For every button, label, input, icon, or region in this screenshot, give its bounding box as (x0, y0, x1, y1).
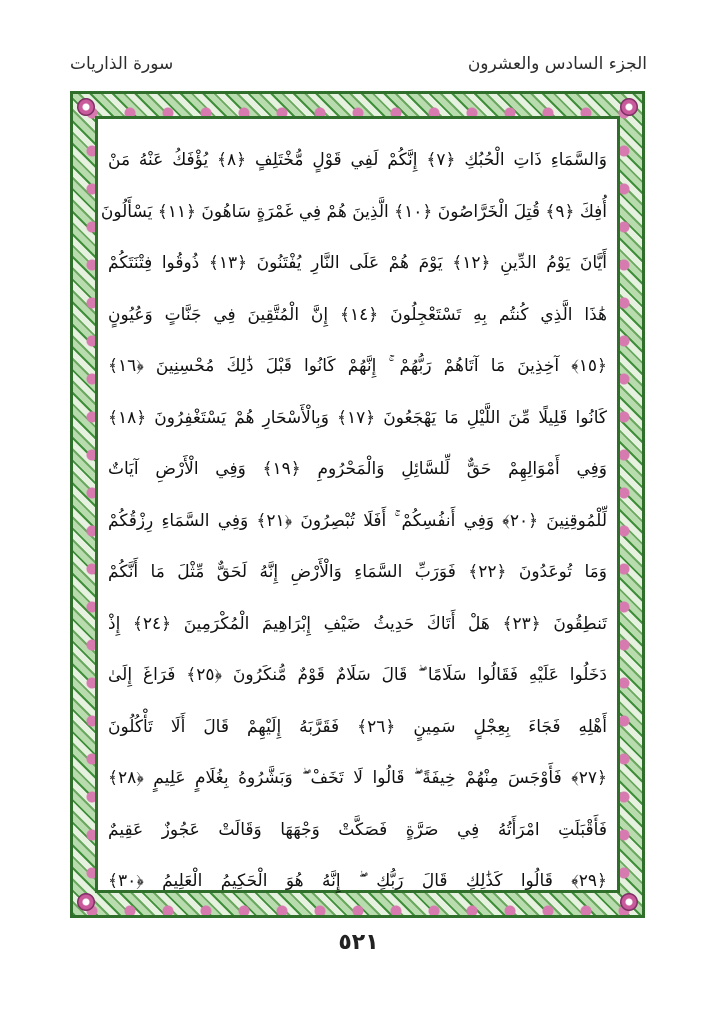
text-line: وَفِي أَمْوَالِهِمْ حَقٌّ لِّلسَّائِلِ وَالْمَحْرُومِ ﴿١٩﴾ وَفِي الْأَرْضِ آيَاتٌ (108, 459, 608, 479)
text-line: وَالسَّمَاءِ ذَاتِ الْحُبُكِ ﴿٧﴾ إِنَّكُمْ لَفِي قَوْلٍ مُّخْتَلِفٍ ﴿٨﴾ يُؤْفَكُ عَنْهُ مَنْ (108, 150, 607, 170)
text-panel (95, 116, 620, 893)
text-line: هَٰذَا الَّذِي كُنتُم بِهِ تَسْتَعْجِلُونَ ﴿١٤﴾ إِنَّ الْمُتَّقِينَ فِي جَنَّاتٍ وَعُيُونٍ (108, 304, 607, 325)
rosette-ornament (620, 893, 638, 911)
surah-title: سورة الذاريات (70, 54, 174, 74)
text-line: وَمَا تُوعَدُونَ ﴿٢٢﴾ فَوَرَبِّ السَّمَاءِ وَالْأَرْضِ إِنَّهُ لَحَقٌّ مِّثْلَ مَا أَنَّكُمْ (108, 562, 607, 582)
text-line: كَانُوا قَلِيلًا مِّنَ اللَّيْلِ مَا يَهْجَعُونَ ﴿١٧﴾ وَبِالْأَسْحَارِ هُمْ يَسْتَغْفِرُونَ ﴿١٨﴾ (108, 407, 607, 428)
rosette-ornament (77, 893, 95, 911)
page-header (70, 52, 647, 82)
juz-title: الجزء السادس والعشرون (467, 54, 647, 74)
quran-text (100, 135, 608, 891)
text-line: تَنطِقُونَ ﴿٢٣﴾ هَلْ أَتَاكَ حَدِيثُ ضَيْفِ إِبْرَاهِيمَ الْمُكْرَمِينَ ﴿٢٤﴾ إِذْ (108, 613, 607, 634)
text-line: دَخَلُوا عَلَيْهِ فَقَالُوا سَلَامًا ۖ قَالَ سَلَامٌ قَوْمٌ مُّنكَرُونَ ﴿٢٥﴾ فَرَاغَ إِلَىٰ (108, 665, 607, 685)
text-line: فَأَقْبَلَتِ امْرَأَتُهُ فِي صَرَّةٍ فَصَكَّتْ وَجْهَهَا وَقَالَتْ عَجُوزٌ عَقِيمٌ (108, 819, 607, 840)
text-line: أَيَّانَ يَوْمُ الدِّينِ ﴿١٢﴾ يَوْمَ هُمْ عَلَى النَّارِ يُفْتَنُونَ ﴿١٣﴾ ذُوقُوا فِتْنَتَكُمْ (108, 253, 607, 273)
text-line: أُفِكَ ﴿٩﴾ قُتِلَ الْخَرَّاصُونَ ﴿١٠﴾ الَّذِينَ هُمْ فِي غَمْرَةٍ سَاهُونَ ﴿١١﴾ يَسْأَلُونَ (100, 201, 607, 222)
text-line: لِّلْمُوقِنِينَ ﴿٢٠﴾ وَفِي أَنفُسِكُمْ ۚ أَفَلَا تُبْصِرُونَ ﴿٢١﴾ وَفِي السَّمَاءِ رِزْقُكُمْ (108, 510, 607, 531)
page-number: ٥٢١ (338, 930, 379, 955)
text-line: ﴿٢٧﴾ فَأَوْجَسَ مِنْهُمْ خِيفَةً ۖ قَالُوا لَا تَخَفْ ۖ وَبَشَّرُوهُ بِغُلَامٍ عَلِيمٍ ﴿٢٨﴾ (108, 768, 607, 788)
rosette-ornament (620, 98, 638, 116)
ornamental-frame (70, 91, 645, 918)
rosette-ornament (77, 98, 95, 116)
text-line: ﴿٢٩﴾ قَالُوا كَذَٰلِكِ قَالَ رَبُّكِ ۖ إِنَّهُ هُوَ الْحَكِيمُ الْعَلِيمُ ﴿٣٠﴾ (108, 871, 607, 891)
text-line: ﴿١٥﴾ آخِذِينَ مَا آتَاهُمْ رَبُّهُمْ ۚ إِنَّهُمْ كَانُوا قَبْلَ ذَٰلِكَ مُحْسِنِينَ ﴿١٦﴾ (108, 356, 607, 376)
text-line: أَهْلِهِ فَجَاءَ بِعِجْلٍ سَمِينٍ ﴿٢٦﴾ فَقَرَّبَهُ إِلَيْهِمْ قَالَ أَلَا تَأْكُلُونَ (108, 716, 607, 737)
